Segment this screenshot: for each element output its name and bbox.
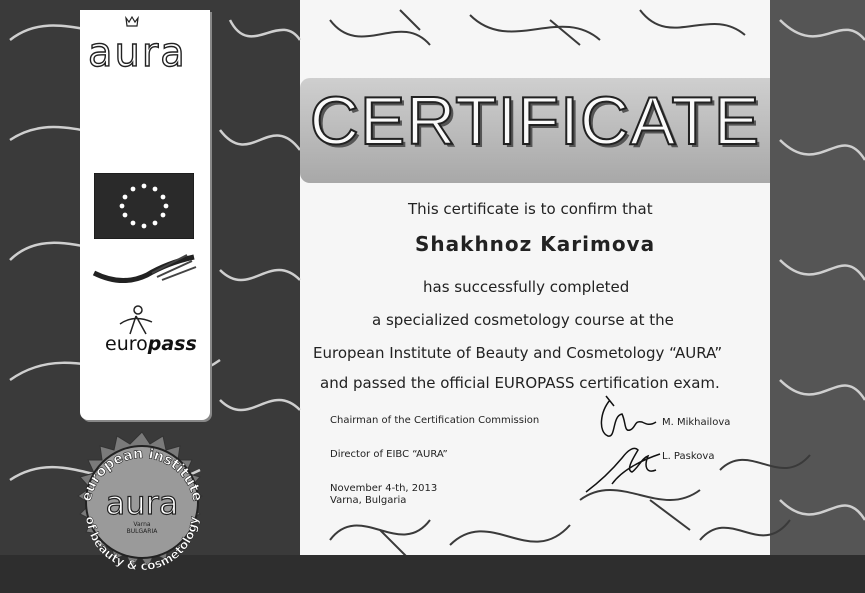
issue-date: November 4-th, 2013	[330, 483, 438, 494]
director-title: Director of EIBC “AURA”	[330, 449, 448, 460]
aura-logo: aura	[88, 30, 187, 76]
director-name: L. Paskova	[662, 451, 715, 462]
seal-small-text-2: BULGARIA	[126, 528, 158, 535]
eu-flag-icon	[94, 173, 194, 239]
europass-logo	[105, 333, 197, 355]
signature-icon	[590, 392, 660, 442]
certificate-title: CERTIFICATE	[309, 83, 761, 159]
seal-small-text-1: Varna	[133, 521, 151, 528]
signature-icon-2	[582, 440, 662, 500]
europass-suffix: pass	[147, 333, 197, 355]
intro-text: This certificate is to confirm that	[408, 200, 653, 218]
issue-place: Varna, Bulgaria	[330, 495, 407, 506]
recipient-name: Shakhnoz Karimova	[415, 232, 656, 256]
completed-text: has successfully completed	[423, 278, 630, 296]
seal-top-text: european institute	[78, 445, 206, 504]
institute-text: European Institute of Beauty and Cosmetology “AURA”	[313, 344, 723, 362]
europass-prefix: euro	[105, 333, 148, 355]
seal-icon	[62, 430, 222, 590]
swoosh-icon	[92, 253, 198, 289]
chairman-title: Chairman of the Certification Commission	[330, 415, 540, 426]
course-text: a specialized cosmetology course at the	[372, 311, 674, 329]
exam-text: and passed the official EUROPASS certification exam.	[320, 374, 720, 392]
seal-center-text: aura	[105, 484, 179, 522]
seal-bottom-text: of beauty & cosmetology	[82, 515, 202, 574]
chairman-name: M. Mikhailova	[662, 417, 731, 428]
